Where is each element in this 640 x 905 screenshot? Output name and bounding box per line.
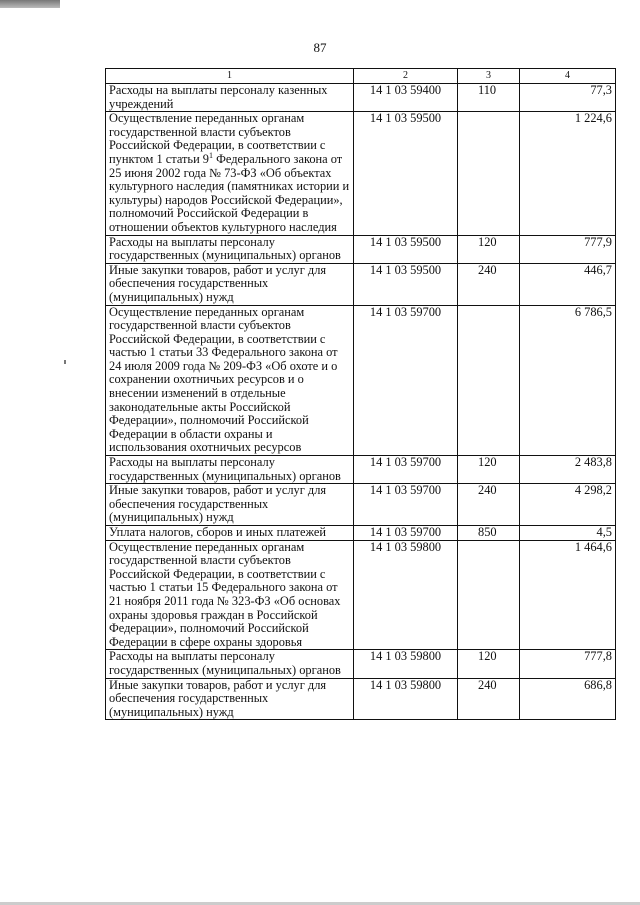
column-header: 1 [106,69,354,84]
budget-table [105,68,616,720]
table-row [106,112,616,235]
target-code: 14 1 03 59700 [354,456,458,484]
expense-type: 240 [458,678,520,720]
table-row [106,235,616,263]
table-row [106,456,616,484]
expense-type [458,305,520,456]
expense-type: 850 [458,526,520,541]
expense-name-part: Федерального закона от 25 июня 2002 года № 73-ФЗ «Об объектах культурного наследия (памятниках истории и культуры) народов Российской Федерации», полномочий Российской Федерации в отношении объектов культурного наследия [109,151,350,234]
amount: 686,8 [520,678,616,720]
superscript: 1 [209,150,213,160]
table-header-row [106,69,616,84]
target-code: 14 1 03 59500 [354,112,458,235]
expense-type [458,112,520,235]
page-number: 87 [313,40,327,55]
expense-name: Осуществление переданных органам государственной власти субъектов Российской Федерации, в соответствии с частью 1 статьи 15 Федерального закона от 21 ноября 2011 года № 323-ФЗ «Об основах охраны здоровья граждан в Российской Федерации», полномочий Российской Федерации в сфере охраны здоровья [106,540,354,650]
table-row [106,678,616,720]
expense-type: 120 [458,650,520,678]
target-code: 14 1 03 59500 [354,263,458,305]
expense-name-part: Осуществление переданных органам государственной власти субъектов Российской Федерации, в соответствии с пунктом 1 статьи 9 [109,111,326,166]
amount: 777,9 [520,235,616,263]
target-code: 14 1 03 59500 [354,235,458,263]
target-code: 14 1 03 59700 [354,526,458,541]
table-row [106,305,616,456]
column-header: 4 [520,69,616,84]
expense-type: 120 [458,235,520,263]
table-row [106,650,616,678]
amount: 1 224,6 [520,112,616,235]
target-code: 14 1 03 59700 [354,484,458,526]
expense-type: 110 [458,84,520,112]
target-code: 14 1 03 59400 [354,84,458,112]
expense-type: 240 [458,484,520,526]
expense-name: Расходы на выплаты персоналу государственных (муниципальных) органов [106,235,354,263]
amount: 6 786,5 [520,305,616,456]
amount: 777,8 [520,650,616,678]
expense-name: Расходы на выплаты персоналу государственных (муниципальных) органов [106,456,354,484]
expense-name: Расходы на выплаты персоналу государственных (муниципальных) органов [106,650,354,678]
target-code: 14 1 03 59700 [354,305,458,456]
scan-speck-artifact [64,360,66,364]
amount: 446,7 [520,263,616,305]
expense-name: Расходы на выплаты персоналу казенных учреждений [106,84,354,112]
amount: 1 464,6 [520,540,616,650]
expense-name [106,112,354,235]
expense-name: Иные закупки товаров, работ и услуг для обеспечения государственных (муниципальных) нужд [106,678,354,720]
expense-type: 120 [458,456,520,484]
expense-name: Уплата налогов, сборов и иных платежей [106,526,354,541]
table-row [106,484,616,526]
expense-name: Осуществление переданных органам государственной власти субъектов Российской Федерации, в соответствии с частью 1 статьи 33 Федерального закона от 24 июля 2009 года № 209-ФЗ «Об охоте и о сохранении охотничьих ресурсов и о внесении изменений в отдельные законодательные акты Российской Федерации», полномочий Российской Федерации в области охраны и использования охотничьих ресурсов [106,305,354,456]
amount: 2 483,8 [520,456,616,484]
scan-edge-artifact [0,0,60,8]
expense-name: Иные закупки товаров, работ и услуг для обеспечения государственных (муниципальных) нужд [106,484,354,526]
amount: 77,3 [520,84,616,112]
column-header: 2 [354,69,458,84]
table-row [106,526,616,541]
expense-name: Иные закупки товаров, работ и услуг для обеспечения государственных (муниципальных) нужд [106,263,354,305]
target-code: 14 1 03 59800 [354,678,458,720]
table-row [106,540,616,650]
amount: 4,5 [520,526,616,541]
target-code: 14 1 03 59800 [354,540,458,650]
table-row [106,84,616,112]
amount: 4 298,2 [520,484,616,526]
table-row [106,263,616,305]
expense-type [458,540,520,650]
target-code: 14 1 03 59800 [354,650,458,678]
expense-type: 240 [458,263,520,305]
column-header: 3 [458,69,520,84]
